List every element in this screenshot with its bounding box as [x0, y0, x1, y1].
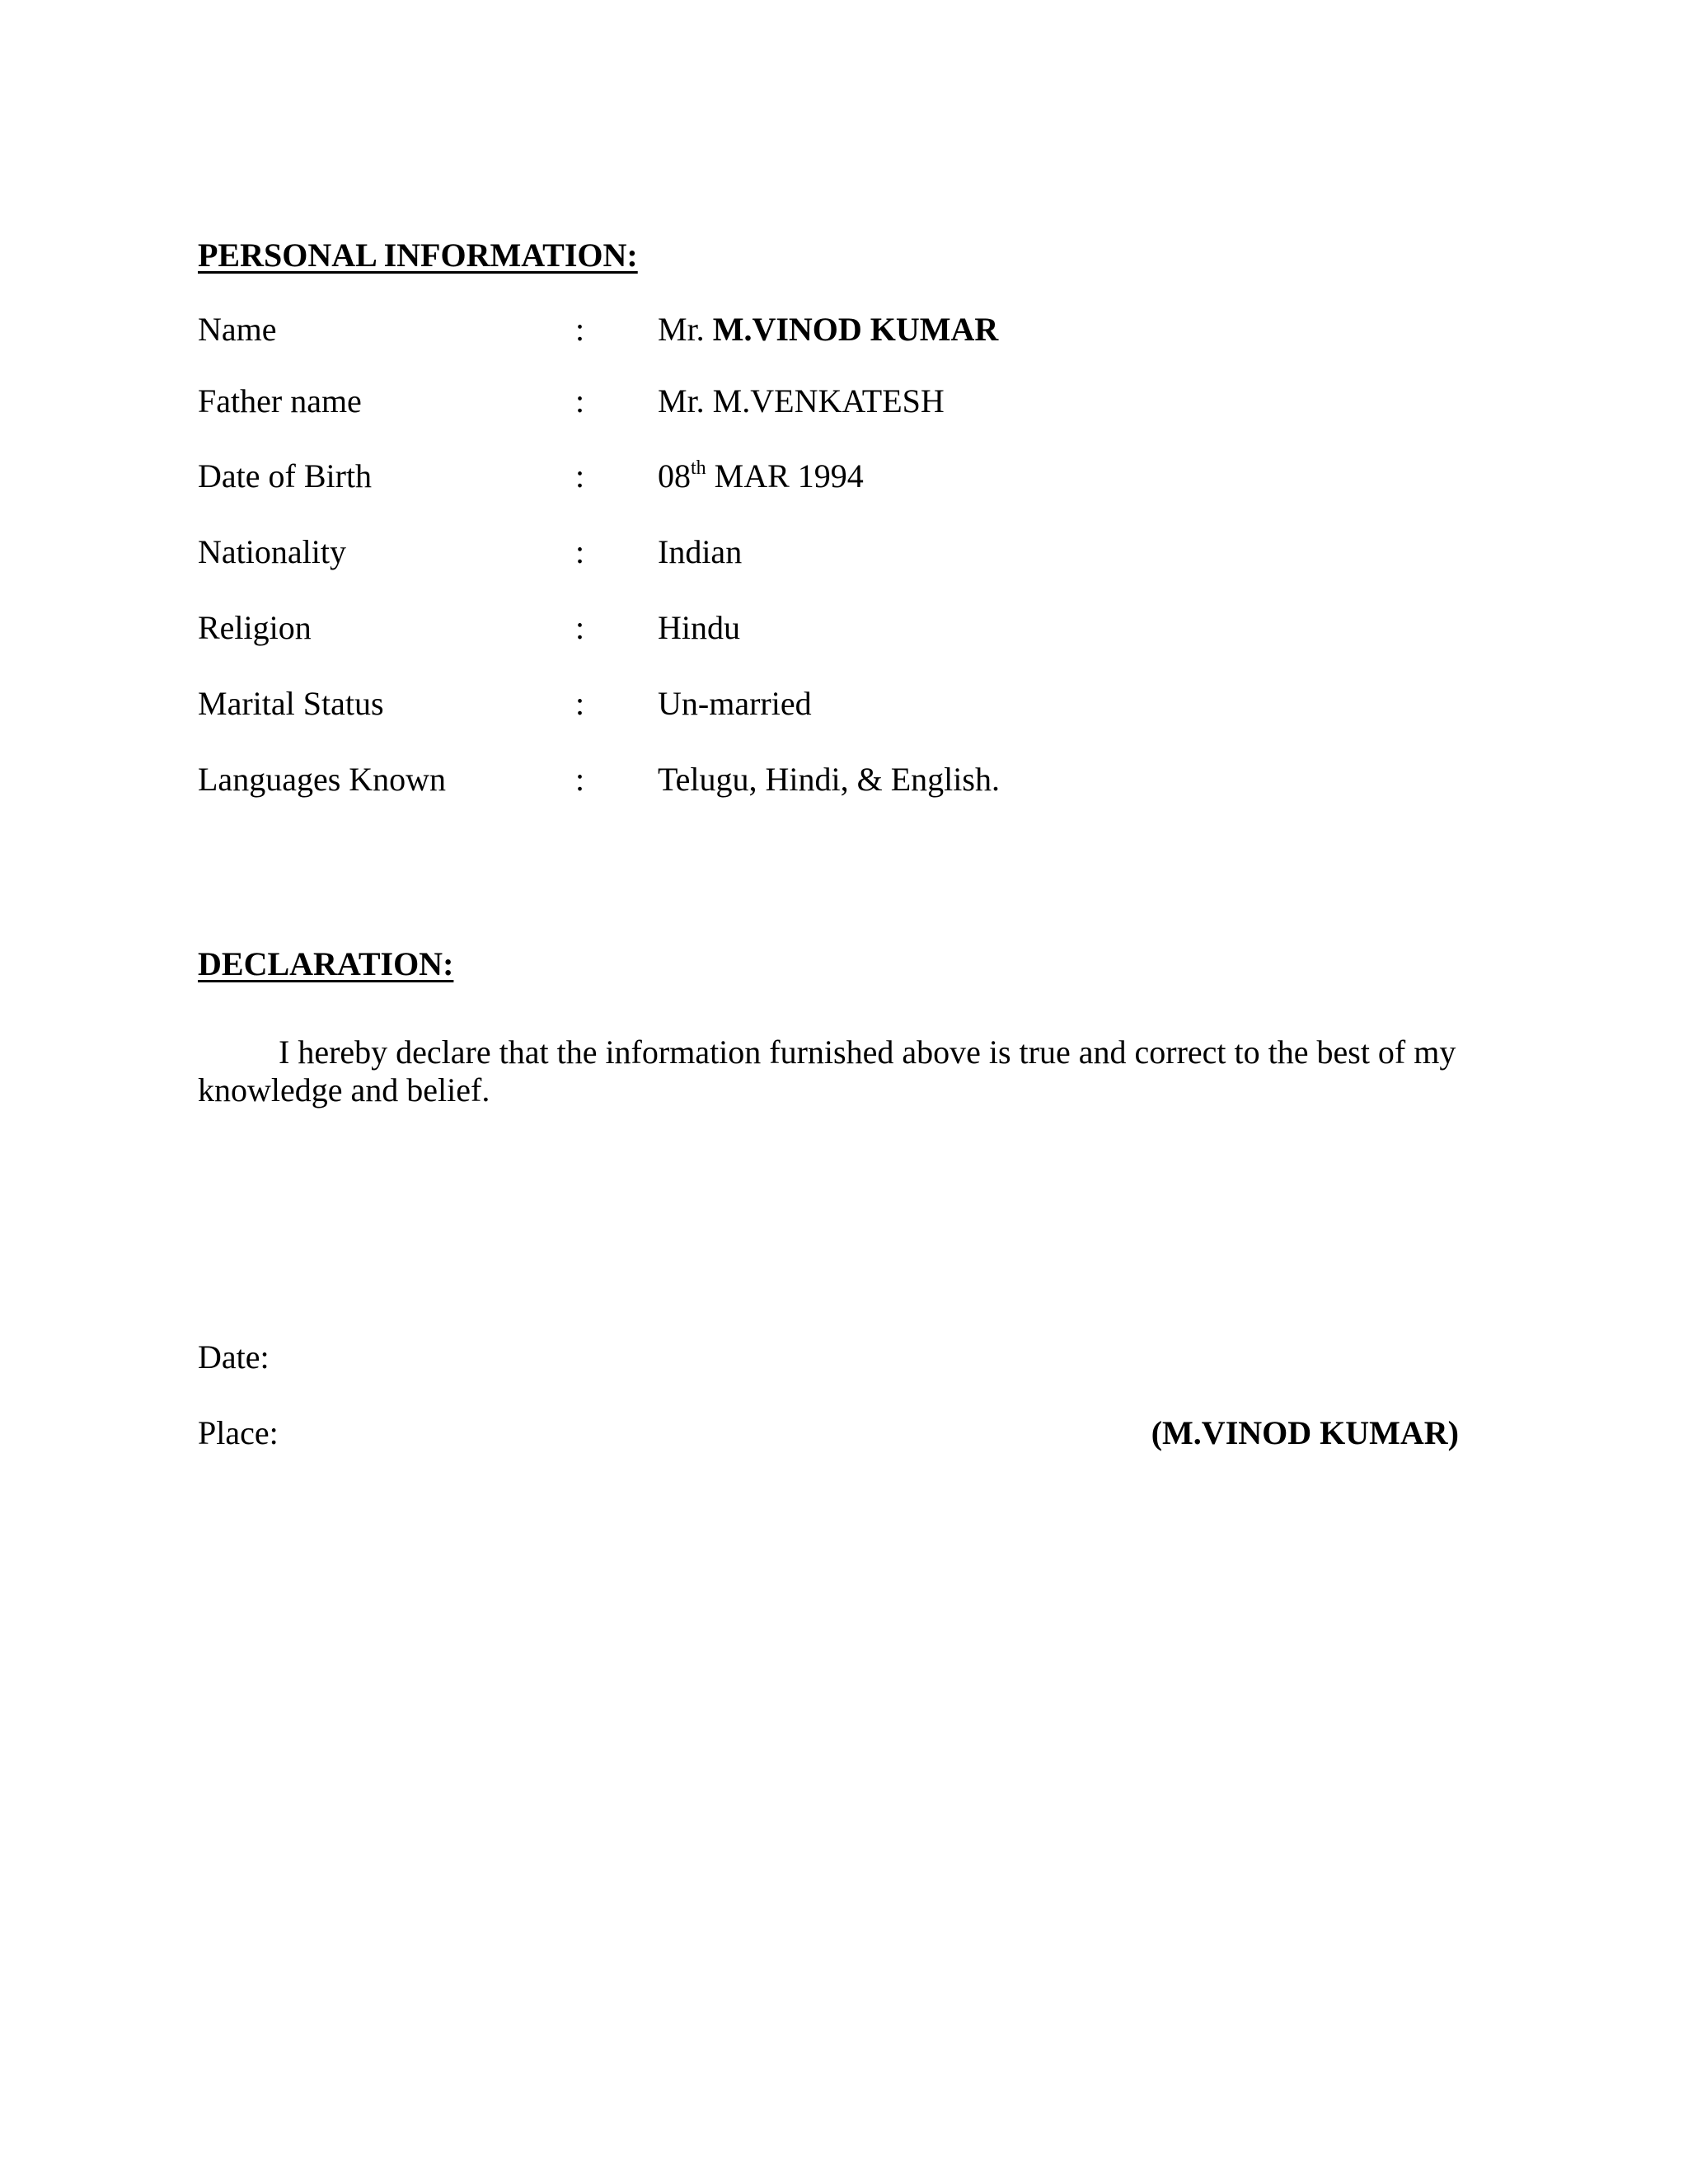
- dob-day: 08: [658, 457, 691, 494]
- info-value: Mr. M.VENKATESH: [658, 382, 945, 419]
- dob-ordinal-suffix: th: [691, 457, 706, 479]
- info-value: Hindu: [658, 609, 740, 646]
- info-label: Father name: [198, 382, 362, 419]
- declaration-heading: DECLARATION:: [198, 945, 454, 982]
- info-label: Date of Birth: [198, 457, 373, 494]
- info-row-languages-known: [0, 763, 1688, 813]
- signature-name: (M.VINOD KUMAR): [1151, 1414, 1459, 1451]
- info-value: Telugu, Hindi, & English.: [658, 761, 1000, 798]
- info-label: Nationality: [198, 533, 346, 570]
- info-label: Religion: [198, 609, 312, 646]
- date-label: Date:: [198, 1338, 270, 1376]
- info-row-date-of-birth: [0, 457, 1688, 509]
- info-value: Indian: [658, 533, 743, 570]
- name-bold: M.VINOD KUMAR: [712, 311, 999, 348]
- info-separator: :: [575, 533, 585, 570]
- info-value: [658, 457, 864, 494]
- info-label: Languages Known: [198, 761, 447, 798]
- info-separator: :: [575, 609, 585, 646]
- place-label: Place:: [198, 1414, 279, 1451]
- info-separator: :: [575, 685, 585, 722]
- personal-information-heading: PERSONAL INFORMATION:: [198, 237, 638, 274]
- info-value: Un-married: [658, 685, 812, 722]
- name-prefix: Mr.: [658, 311, 713, 348]
- info-label: Marital Status: [198, 685, 384, 722]
- info-row-name: [0, 313, 1688, 363]
- info-value: [658, 313, 998, 346]
- info-row-marital-status: [0, 687, 1688, 737]
- dob-month-year: MAR 1994: [706, 457, 864, 494]
- info-separator: :: [575, 761, 585, 798]
- info-row-nationality: [0, 533, 1688, 585]
- info-separator: :: [575, 457, 585, 494]
- info-separator: :: [575, 311, 585, 348]
- declaration-text: I hereby declare that the information furnished above is true and correct to the best of my knowledge and belief.: [198, 1033, 1456, 1108]
- info-row-religion: [0, 609, 1688, 661]
- info-label: Name: [198, 311, 277, 348]
- info-row-father-name: [0, 382, 1688, 434]
- info-separator: :: [575, 382, 585, 419]
